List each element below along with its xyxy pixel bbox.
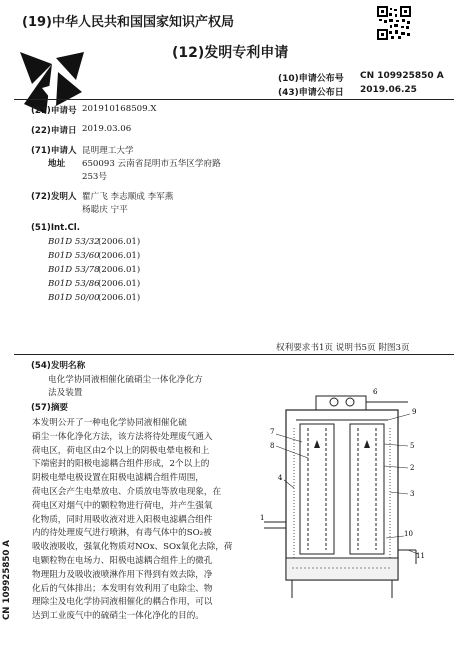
publication-date-label: (43)申请公布日 bbox=[278, 88, 344, 98]
header-divider bbox=[14, 99, 454, 100]
address-line-2: 253号 bbox=[82, 172, 107, 182]
side-publication-number: CN 109925850 A bbox=[2, 540, 12, 620]
address-line-1: 650093 云南省昆明市五华区学府路 bbox=[82, 159, 221, 169]
application-number-label: (21)申请号 bbox=[31, 106, 77, 116]
qr-code bbox=[377, 6, 411, 40]
publication-number-label: (10)申请公布号 bbox=[278, 74, 344, 84]
application-date: 2019.03.06 bbox=[82, 124, 132, 134]
abstract-line: 荷电区会产生电晕放电、介质放电等放电现象，在 bbox=[32, 487, 222, 497]
classification-code: B01D 53/32 bbox=[48, 237, 100, 247]
figure-label: 5 bbox=[410, 442, 415, 450]
classification-code: B01D 53/60 bbox=[48, 251, 100, 261]
classification-code: B01D 53/78 bbox=[48, 265, 100, 275]
application-date-label: (22)申请日 bbox=[31, 126, 77, 136]
title-line-2: 法及装置 bbox=[48, 388, 83, 398]
figure-label: 3 bbox=[410, 490, 415, 498]
classification-version: (2006.01) bbox=[98, 293, 141, 303]
classification-label: (51)Int.Cl. bbox=[31, 223, 81, 233]
document-type: (12)发明专利申请 bbox=[172, 45, 289, 61]
application-number: 201910168509.X bbox=[82, 104, 157, 114]
title-label: (54)发明名称 bbox=[31, 361, 86, 371]
publication-number: CN 109925850 A bbox=[360, 71, 444, 81]
abstract-line: 硝尘一体化净化方法，该方法将待处理废气通入 bbox=[32, 431, 213, 442]
inventors-label: (72)发明人 bbox=[31, 192, 77, 202]
classification-code: B01D 50/00 bbox=[48, 293, 100, 303]
abstract-line: 物理阻力及吸收液喷淋作用下得到有效去除，净 bbox=[32, 569, 213, 580]
office-header: (19)中华人民共和国国家知识产权局 bbox=[22, 15, 234, 30]
figure-label: 8 bbox=[270, 442, 275, 450]
classification-version: (2006.01) bbox=[98, 237, 141, 247]
abstract-line: 阴极电晕电极设置在阳极电滤耦合组件周围， bbox=[32, 473, 204, 484]
figure-label: 10 bbox=[404, 530, 413, 538]
classification-code: B01D 53/86 bbox=[48, 279, 100, 289]
inventors-line-2: 杨聪庆 宁平 bbox=[82, 205, 128, 215]
abstract-line: 内的待处理废气进行喷淋，有毒气体中的SO₂被 bbox=[32, 528, 212, 539]
classification-version: (2006.01) bbox=[98, 265, 141, 275]
abstract-line: 本发明公开了一种电化学协同液相催化硫 bbox=[32, 418, 187, 428]
figure-label: 9 bbox=[412, 408, 417, 416]
figure-label: 11 bbox=[416, 552, 425, 560]
page-counts: 权利要求书1页 说明书5页 附图3页 bbox=[276, 343, 410, 353]
figure-label: 6 bbox=[373, 388, 378, 396]
classification-version: (2006.01) bbox=[98, 279, 141, 289]
figure-label: 4 bbox=[278, 474, 283, 482]
abstract-line: 荷电区，荷电区由2个以上的阴极电晕电极和上 bbox=[32, 445, 210, 456]
apparatus-figure bbox=[258, 388, 428, 618]
applicant-name: 昆明理工大学 bbox=[82, 146, 134, 156]
abstract-line: 理除尘及电化学协同液相催化的耦合作用，可以 bbox=[32, 597, 213, 608]
applicant-label: (71)申请人 bbox=[31, 146, 77, 156]
title-line-1: 电化学协同液相催化硫硝尘一体化净化方 bbox=[48, 375, 203, 385]
publication-date: 2019.06.25 bbox=[360, 85, 417, 95]
address-label: 地址 bbox=[48, 159, 66, 169]
abstract-line: 化后的气体排出；本发明有效利用了电除尘、物 bbox=[32, 583, 213, 594]
abstract-line: 荷电区对烟气中的颗粒物进行荷电，并产生强氧 bbox=[32, 500, 213, 511]
inventors-line-1: 瞿广飞 李志顺成 李军燕 bbox=[82, 192, 174, 202]
biblio-divider bbox=[14, 354, 454, 355]
abstract-line: 吸收液吸收，强氧化物质对NOx、SOx氧化去除，荷 bbox=[32, 542, 233, 553]
figure-label: 2 bbox=[410, 464, 415, 472]
abstract-line: 达到工业废气中的硫硝尘一体化净化的目的。 bbox=[32, 611, 204, 622]
abstract-line: 化物质，同时用吸收液对进入阳极电滤耦合组件 bbox=[32, 514, 213, 525]
classification-version: (2006.01) bbox=[98, 251, 141, 261]
figure-label: 7 bbox=[270, 428, 275, 436]
abstract-line: 下端密封的阳极电滤耦合组件形成，2个以上的 bbox=[32, 459, 210, 470]
abstract-line: 电颗粒物在电场力、阳极电滤耦合组件上的微孔 bbox=[32, 556, 213, 566]
abstract-label: (57)摘要 bbox=[31, 403, 69, 413]
figure-label: 1 bbox=[260, 514, 265, 522]
